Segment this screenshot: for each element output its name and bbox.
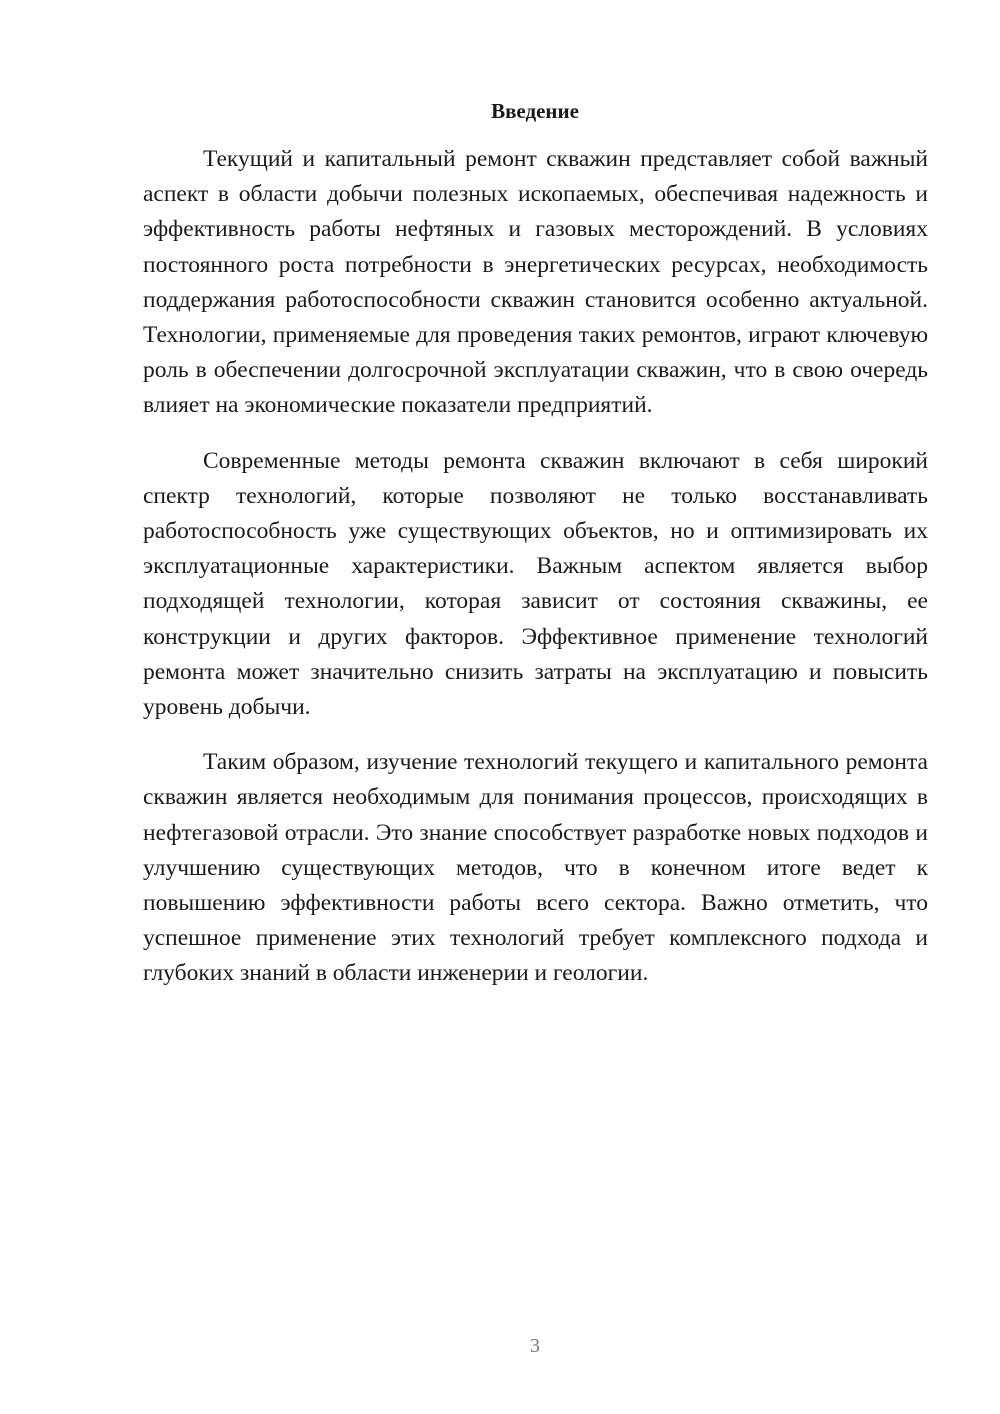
paragraph-2: Современные методы ремонта скважин включают в себя широкий спектр технологий, которые позволяют не только восстанавливать работоспособность уже существующих объектов, но и оптимизировать их эксплуатационные характеристики. Важным аспектом является выбор подходящей технологии, которая зависит от состояния скважины, ее конструкции и других факторов. Эффективное применение технологий ремонта может значительно снизить затраты на эксплуатацию и повысить уровень добычи. — [143, 447, 928, 721]
paragraph-3: Таким образом, изучение технологий текущего и капитального ремонта скважин является необходимым для понимания процессов, происходящих в нефтегазовой отрасли. Это знание способствует разработке новых подходов и улучшению существующих методов, что в конечном итоге ведет к повышению эффективности работы всего сектора. Важно отметить, что успешное применение этих технологий требует комплексного подхода и глубоких знаний в области инженерии и геологии. — [143, 749, 928, 987]
section-body — [143, 142, 928, 992]
page-number: 3 — [530, 1335, 540, 1357]
section-title: Введение — [491, 99, 579, 123]
paragraph-1: Текущий и капитальный ремонт скважин представляет собой важный аспект в области добычи полезных ископаемых, обеспечивая надежность и эффективность работы нефтяных и газовых месторождений. В условиях постоянного роста потребности в энергетических ресурсах, необходимость поддержания работоспособности скважин становится особенно актуальной. Технологии, применяемые для проведения таких ремонтов, играют ключевую роль в обеспечении долгосрочной эксплуатации скважин, что в свою очередь влияет на экономические показатели предприятий. — [143, 146, 928, 419]
